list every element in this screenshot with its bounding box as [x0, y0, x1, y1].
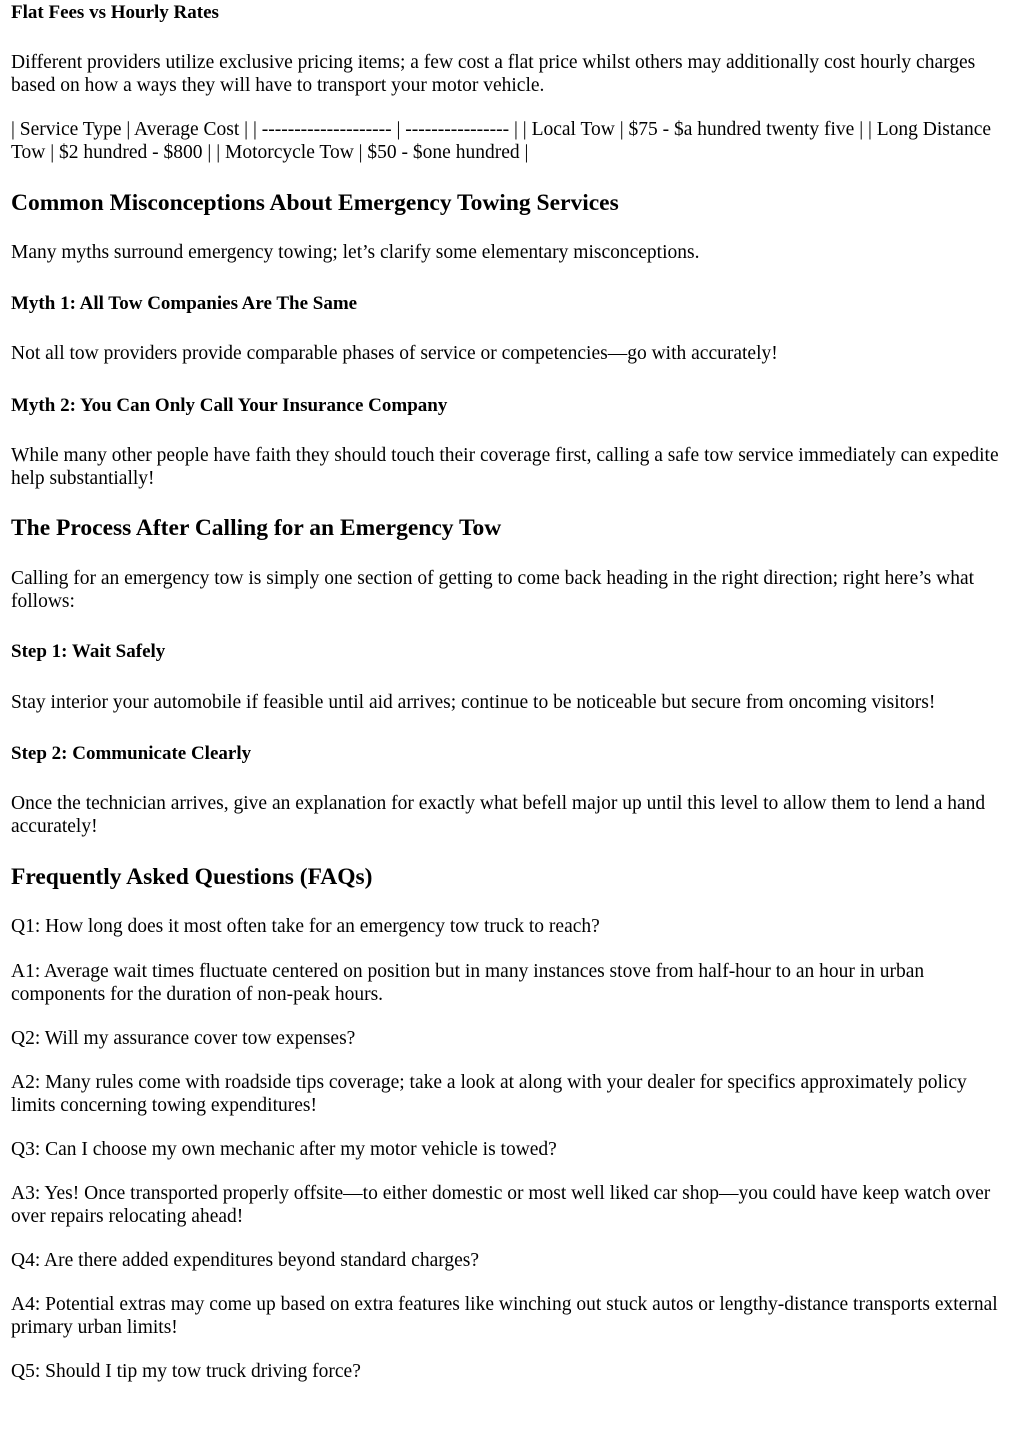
faq-answer: A4: Potential extras may come up based on extra features like winching out stuck autos or lengthy-distance transports external primary urban limits!	[11, 1294, 998, 1338]
faq-answer: A1: Average wait times fluctuate centered on position but in many instances stove from half-hour to an hour in urban components for the duration of non-peak hours.	[11, 961, 925, 1005]
faq-question: Q3: Can I choose my own mechanic after my motor vehicle is towed?	[11, 1139, 557, 1160]
myth2-paragraph: While many other people have faith they should touch their coverage first, calling a safe tow service immediately can expedite help substantially!	[11, 445, 999, 489]
process-intro: Calling for an emergency tow is simply one section of getting to come back heading in the right direction; right here’s what follows:	[11, 568, 975, 612]
step2-paragraph: Once the technician arrives, give an explanation for exactly what befell major up until this level to allow them to lend a hand accurately!	[11, 793, 986, 837]
myth2-heading: Myth 2: You Can Only Call Your Insurance Company	[11, 395, 448, 416]
faq-question: Q2: Will my assurance cover tow expenses?	[11, 1028, 356, 1049]
faq-answer: A3: Yes! Once transported properly offsite—to either domestic or most well liked car shop—you could have keep watch over over repairs relocating ahead!	[11, 1183, 991, 1227]
step2-heading: Step 2: Communicate Clearly	[11, 743, 252, 764]
misconceptions-heading: Common Misconceptions About Emergency Towing Services	[11, 190, 619, 216]
flat-fees-paragraph: Different providers utilize exclusive pricing items; a few cost a flat price whilst others may additionally cost hourly charges based on how a ways they will have to transport your motor vehicle.	[11, 52, 976, 96]
pricing-table-text: | Service Type | Average Cost | | -------------------- | ---------------- | | Local Tow | $75 - $a hundred twenty five | | Long Distance Tow | $2 hundred - $800 | | Motorcycle Tow | $50 - $one hundred |	[11, 119, 992, 163]
faq-heading: Frequently Asked Questions (FAQs)	[11, 864, 373, 890]
myth1-paragraph: Not all tow providers provide comparable phases of service or competencies—go with accurately!	[11, 343, 778, 364]
step1-heading: Step 1: Wait Safely	[11, 641, 166, 662]
step1-paragraph: Stay interior your automobile if feasible until aid arrives; continue to be noticeable but secure from oncoming visitors!	[11, 692, 936, 713]
faq-question: Q4: Are there added expenditures beyond standard charges?	[11, 1250, 480, 1271]
faq-answer: A2: Many rules come with roadside tips coverage; take a look at along with your dealer for specifics approximately policy limits concerning towing expenditures!	[11, 1072, 967, 1116]
faq-question: Q1: How long does it most often take for an emergency tow truck to reach?	[11, 916, 600, 937]
misconceptions-intro: Many myths surround emergency towing; let’s clarify some elementary misconceptions.	[11, 242, 700, 263]
process-heading: The Process After Calling for an Emergency Tow	[11, 515, 502, 541]
myth1-heading: Myth 1: All Tow Companies Are The Same	[11, 293, 358, 314]
flat-fees-heading: Flat Fees vs Hourly Rates	[11, 2, 219, 23]
faq-question: Q5: Should I tip my tow truck driving force?	[11, 1361, 361, 1382]
